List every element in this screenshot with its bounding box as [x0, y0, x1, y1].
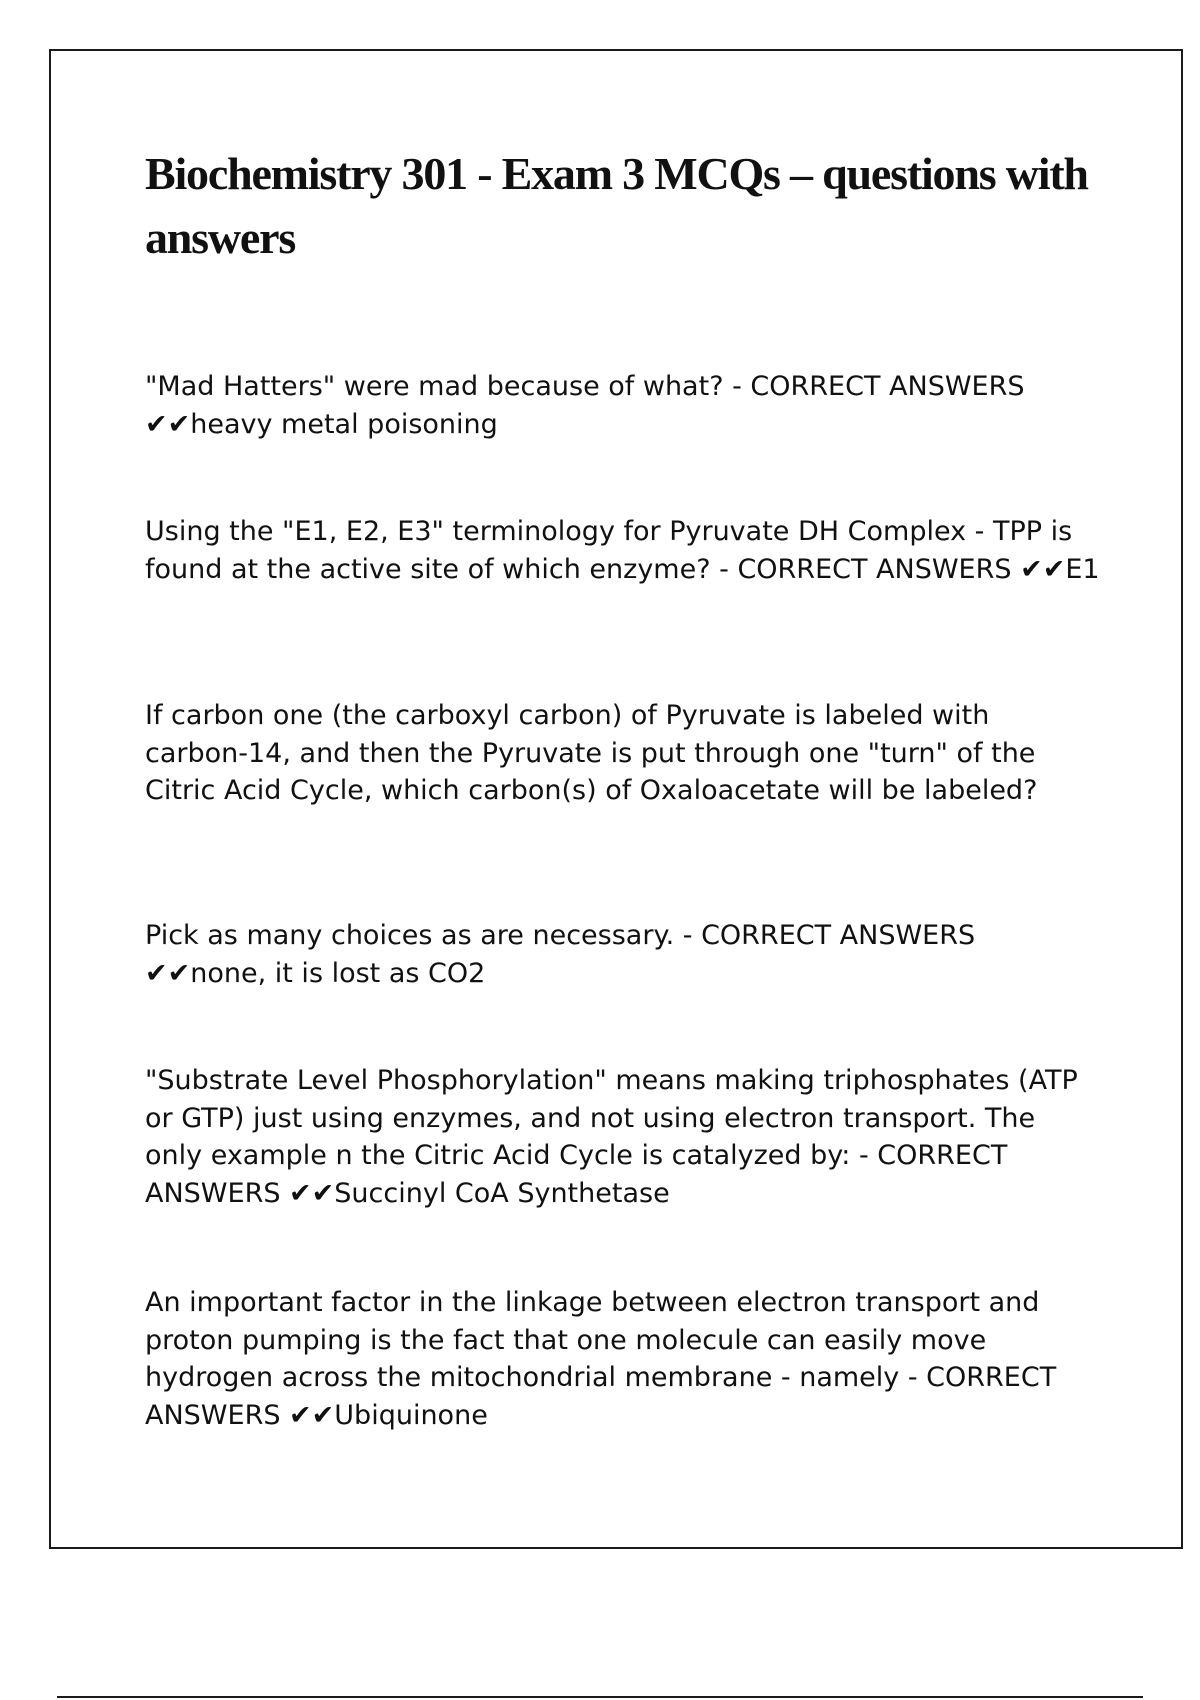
footer-divider — [57, 1696, 1143, 1698]
question-answer-item: Using the "E1, E2, E3" terminology for Pyruvate DH Complex - TPP is found at the active site of which enzyme? - CORRECT ANSWERS ✔✔E1 — [145, 516, 1100, 585]
question-answer-item: An important factor in the linkage between electron transport and proton pumping is the fact that one molecule can easily move hydrogen across the mitochondrial membrane - namely - CORRECT ANSWERS ✔✔Ubiquinone — [145, 1287, 1057, 1431]
document-title: Biochemistry 301 - Exam 3 MCQs – questions with answers — [145, 148, 1088, 263]
question-answer-item: Pick as many choices as are necessary. - CORRECT ANSWERS ✔✔none, it is lost as CO2 — [145, 920, 976, 989]
question-text-item: If carbon one (the carboxyl carbon) of Pyruvate is labeled with carbon-14, and then the Pyruvate is put through one "turn" of the Citric Acid Cycle, which carbon(s) of Oxaloacetate will be labeled? — [145, 700, 1038, 806]
question-answer-item: "Substrate Level Phosphorylation" means making triphosphates (ATP or GTP) just using enzymes, and not using electron transport. The only example n the Citric Acid Cycle is catalyzed by: - CORRECT ANSWERS ✔✔Succinyl CoA Synthetase — [145, 1065, 1078, 1209]
question-answer-item: "Mad Hatters" were mad because of what? - CORRECT ANSWERS ✔✔heavy metal poisoning — [145, 371, 1025, 440]
